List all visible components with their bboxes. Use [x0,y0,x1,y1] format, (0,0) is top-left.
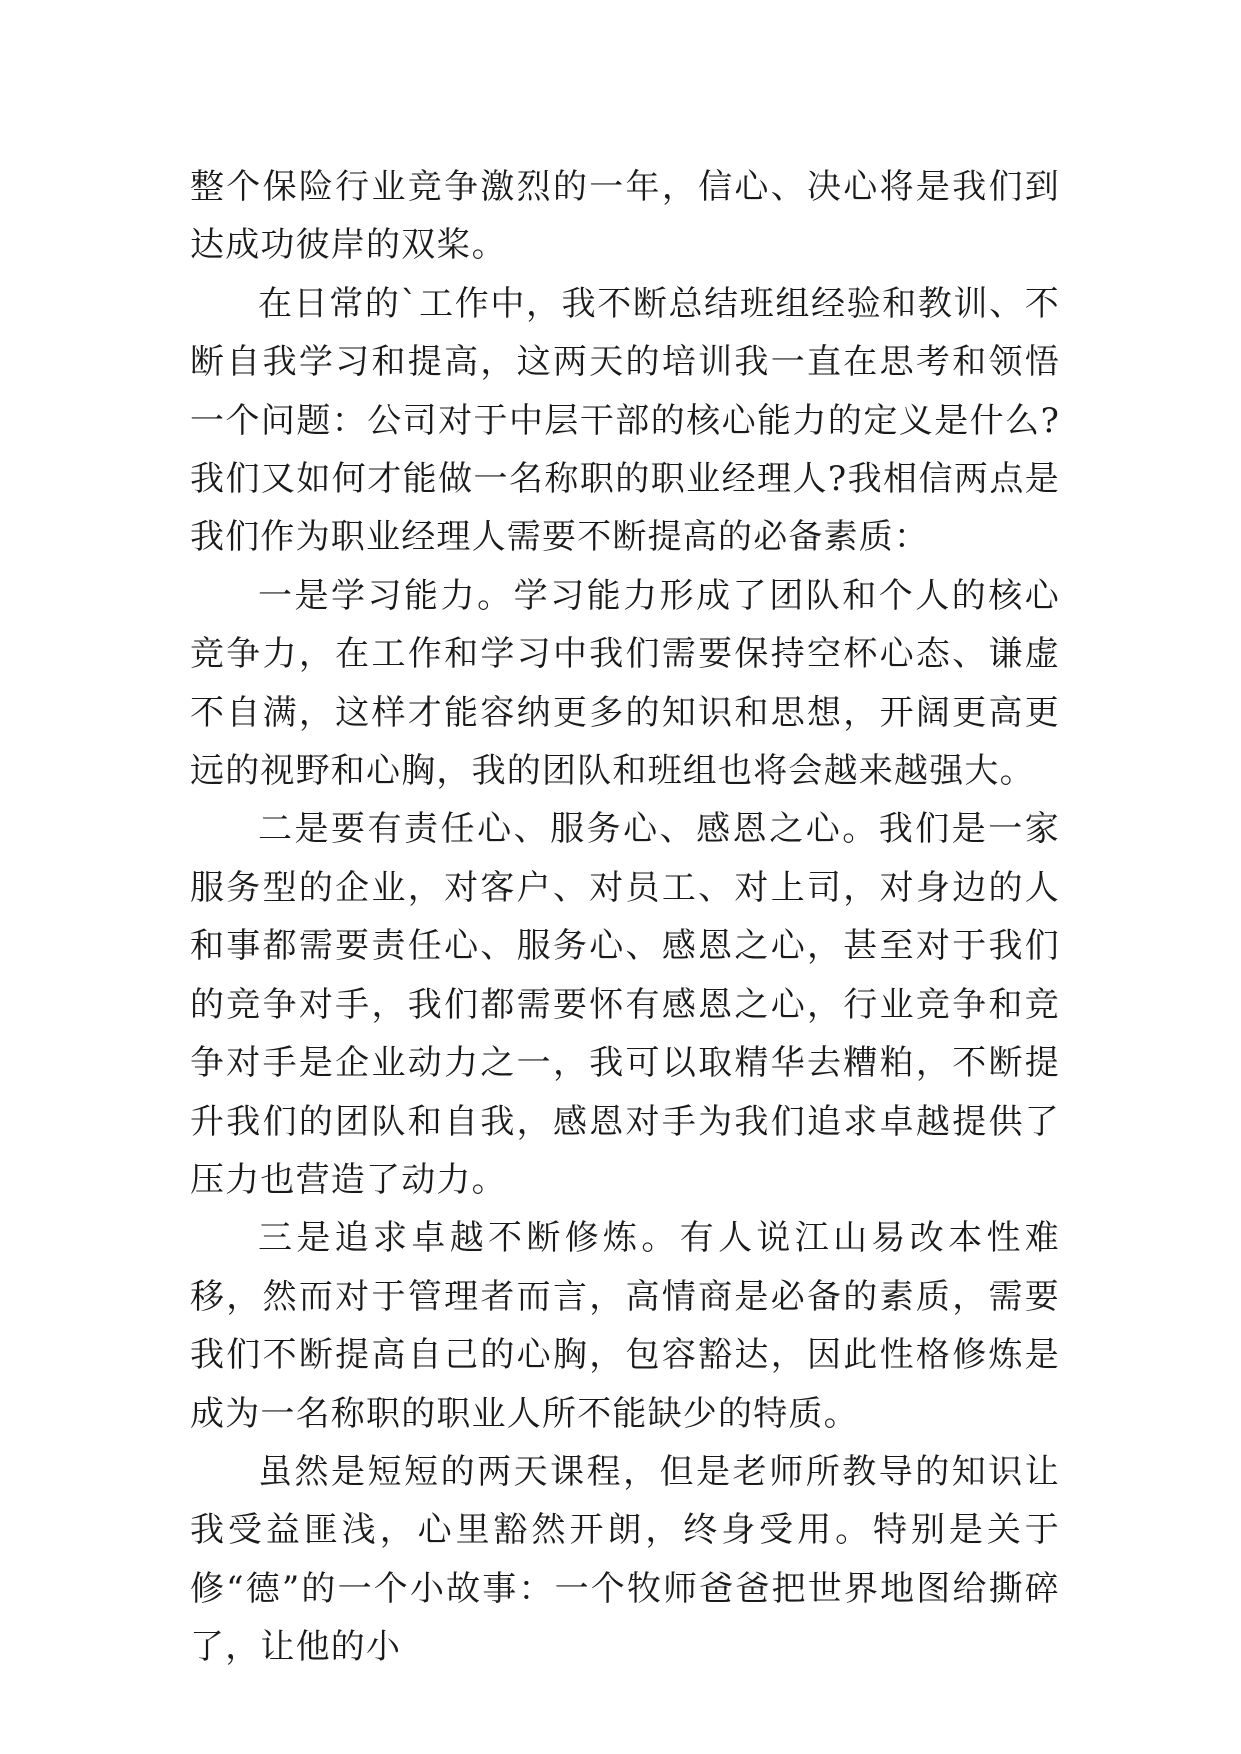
paragraph-pursue-excellence: 三是追求卓越不断修炼。有人说江山易改本性难移，然而对于管理者而言，高情商是必备的素质，需要我们不断提高自己的心胸，包容豁达，因此性格修炼是成为一名称职的职业人所不能缺少的特质。 [190,1218,1060,1434]
document-body [190,158,1060,1677]
paragraph-course-reflection: 虽然是短短的两天课程，但是老师所教导的知识让我受益匪浅，心里豁然开朗，终身受用。特别是关于修“德”的一个小故事：一个牧师爸爸把世界地图给撕碎了，让他的小 [190,1451,1060,1668]
paragraph-daily-work: 在日常的`工作中，我不断总结班组经验和教训、不断自我学习和提高，这两天的培训我一直在思考和领悟一个问题：公司对于中层干部的核心能力的定义是什么?我们又如何才能做一名称职的职业经理人?我相信两点是我们作为职业经理人需要不断提高的必备素质： [190,283,1060,558]
paragraph-continuation: 整个保险行业竞争激烈的一年，信心、决心将是我们到达成功彼岸的双桨。 [190,167,1060,266]
paragraph-responsibility: 二是要有责任心、服务心、感恩之心。我们是一家服务型的企业，对客户、对员工、对上司，对身边的人和事都需要责任心、服务心、感恩之心，甚至对于我们的竞争对手，我们都需要怀有感恩之心，行业竞争和竞争对手是企业动力之一，我可以取精华去糟粕，不断提升我们的团队和自我，感恩对手为我们追求卓越提供了压力也营造了动力。 [190,809,1060,1200]
paragraph-learning-ability: 一是学习能力。学习能力形成了团队和个人的核心竞争力，在工作和学习中我们需要保持空杯心态、谦虚不自满，这样才能容纳更多的知识和思想，开阔更高更远的视野和心胸，我的团队和班组也将会越来越强大。 [190,575,1060,792]
